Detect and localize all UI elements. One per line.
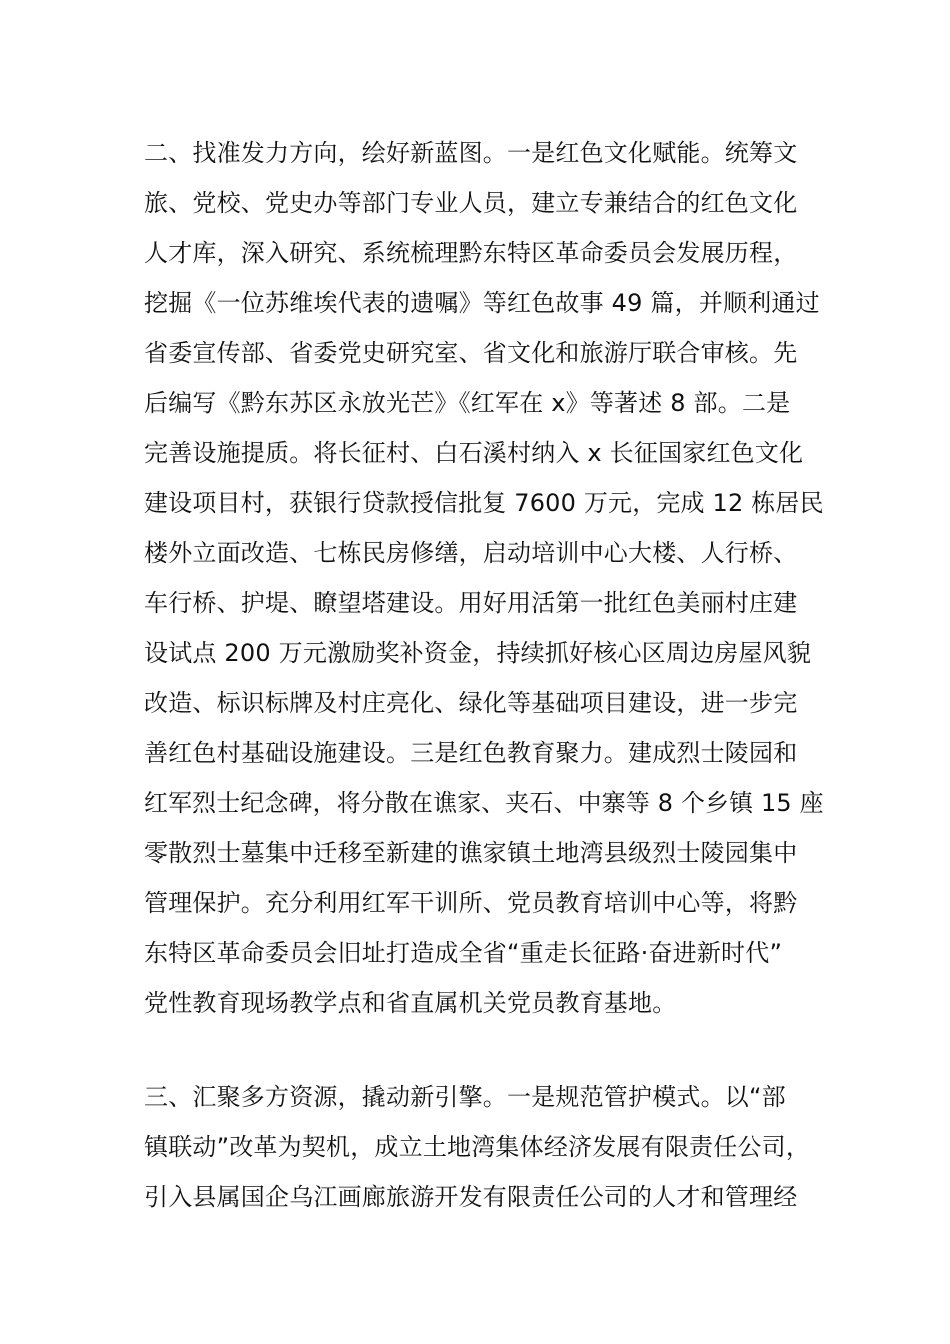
text-line: 车行桥、护堤、瞭望塔建设。用好用活第一批红色美丽村庄建 [144, 589, 798, 617]
text-line: 旅、党校、党史办等部门专业人员，建立专兼结合的红色文化 [144, 189, 798, 217]
text-line: 建设项目村，获银行贷款授信批复 7600 万元，完成 12 栋居民 [144, 489, 824, 517]
text-line: 人才库，深入研究、系统梳理黔东特区革命委员会发展历程， [144, 239, 798, 267]
text-line: 完善设施提质。将长征村、白石溪村纳入 x 长征国家红色文化 [144, 439, 804, 467]
text-line: 后编写《黔东苏区永放光芒》《红军在 x》等著述 8 部。二是 [144, 389, 791, 417]
text-line: 红军烈士纪念碑，将分散在谯家、夹石、中寨等 8 个乡镇 15 座 [144, 789, 824, 817]
text-line: 善红色村基础设施建设。三是红色教育聚力。建成烈士陵园和 [144, 739, 798, 767]
text-line: 引入县属国企乌江画廊旅游开发有限责任公司的人才和管理经 [144, 1183, 798, 1211]
paragraph-section-two [144, 128, 824, 1028]
text-line: 楼外立面改造、七栋民房修缮，启动培训中心大楼、人行桥、 [144, 539, 798, 567]
text-line: 三、汇聚多方资源，撬动新引擎。一是规范管护模式。以“部 [144, 1083, 786, 1111]
text-line: 二、找准发力方向，绘好新蓝图。一是红色文化赋能。统筹文 [144, 139, 798, 167]
text-line: 改造、标识标牌及村庄亮化、绿化等基础项目建设，进一步完 [144, 689, 798, 717]
paragraph-section-three [144, 1072, 824, 1222]
text-line: 镇联动”改革为契机，成立土地湾集体经济发展有限责任公司， [144, 1133, 811, 1161]
text-line: 零散烈士墓集中迁移至新建的谯家镇土地湾县级烈士陵园集中 [144, 839, 798, 867]
text-line: 党性教育现场教学点和省直属机关党员教育基地。 [144, 989, 677, 1017]
text-line: 设试点 200 万元激励奖补资金，持续抓好核心区周边房屋风貌 [144, 639, 812, 667]
text-line: 挖掘《一位苏维埃代表的遗嘱》等红色故事 49 篇，并顺利通过 [144, 289, 820, 317]
text-line: 东特区革命委员会旧址打造成全省“重走长征路·奋进新时代” [144, 939, 783, 967]
text-line: 省委宣传部、省委党史研究室、省文化和旅游厅联合审核。先 [144, 339, 798, 367]
text-line: 管理保护。充分利用红军干训所、党员教育培训中心等，将黔 [144, 889, 798, 917]
